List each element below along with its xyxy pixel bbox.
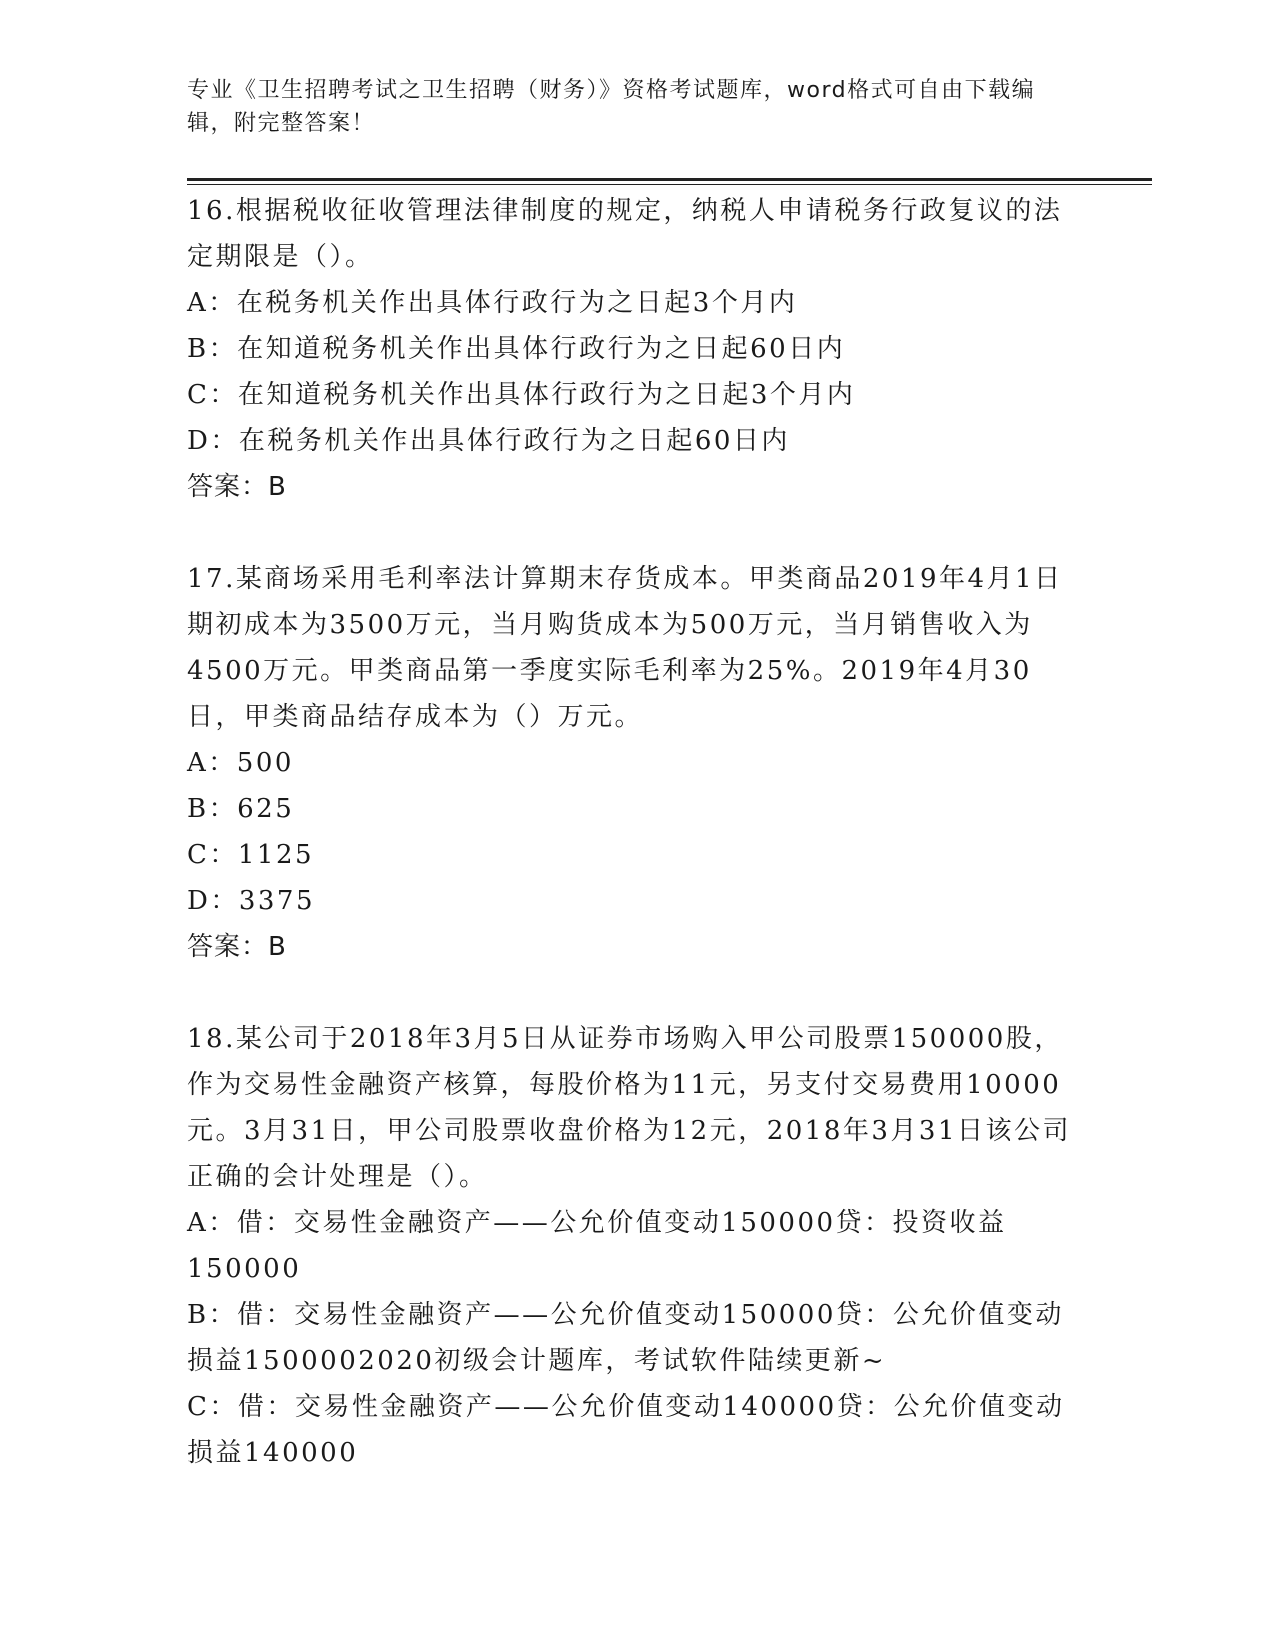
- question-list: [187, 188, 1077, 1476]
- option-c: C：在知道税务机关作出具体行政行为之日起3个月内: [187, 380, 856, 410]
- option-b: B：在知道税务机关作出具体行政行为之日起60日内: [187, 334, 846, 364]
- option-a: A：在税务机关作出具体行政行为之日起3个月内: [187, 288, 798, 318]
- option-b: B：借：交易性金融资产——公允价值变动150000贷：公允价值变动损益1500002020初级会计题库，考试软件陆续更新~: [187, 1300, 1064, 1376]
- question-spacer: [187, 970, 1077, 1016]
- question-stem: 16.根据税收征收管理法律制度的规定，纳税人申请税务行政复议的法定期限是（）。: [187, 196, 1063, 272]
- question-18: [187, 1016, 1077, 1476]
- answer-line: 答案：B: [187, 472, 287, 502]
- header-rule-thick: [187, 178, 1152, 181]
- question-stem: 18.某公司于2018年3月5日从证券市场购入甲公司股票150000股，作为交易性金融资产核算，每股价格为11元，另支付交易费用10000元。3月31日，甲公司股票收盘价格为12元，2018年3月31日该公司正确的会计处理是（）。: [187, 1024, 1072, 1192]
- option-a: A：500: [187, 748, 294, 778]
- option-d: D：3375: [187, 886, 316, 916]
- document-header: 专业《卫生招聘考试之卫生招聘（财务）》资格考试题库，word格式可自由下载编辑，附完整答案！: [187, 78, 1036, 136]
- option-a: A：借：交易性金融资产——公允价值变动150000贷：投资收益150000: [187, 1208, 1007, 1284]
- option-c: C：借：交易性金融资产——公允价值变动140000贷：公允价值变动损益140000: [187, 1392, 1065, 1468]
- question-stem: 17.某商场采用毛利率法计算期末存货成本。甲类商品2019年4月1日期初成本为3500万元，当月购货成本为500万元，当月销售收入为4500万元。甲类商品第一季度实际毛利率为25%。2019年4月30日，甲类商品结存成本为（）万元。: [187, 564, 1063, 732]
- option-c: C：1125: [187, 840, 315, 870]
- option-d: D：在税务机关作出具体行政行为之日起60日内: [187, 426, 790, 456]
- option-b: B：625: [187, 794, 295, 824]
- answer-line: 答案：B: [187, 932, 287, 962]
- question-spacer: [187, 510, 1077, 556]
- question-17: [187, 556, 1077, 970]
- question-16: [187, 188, 1077, 510]
- header-rule-thin: [187, 184, 1152, 185]
